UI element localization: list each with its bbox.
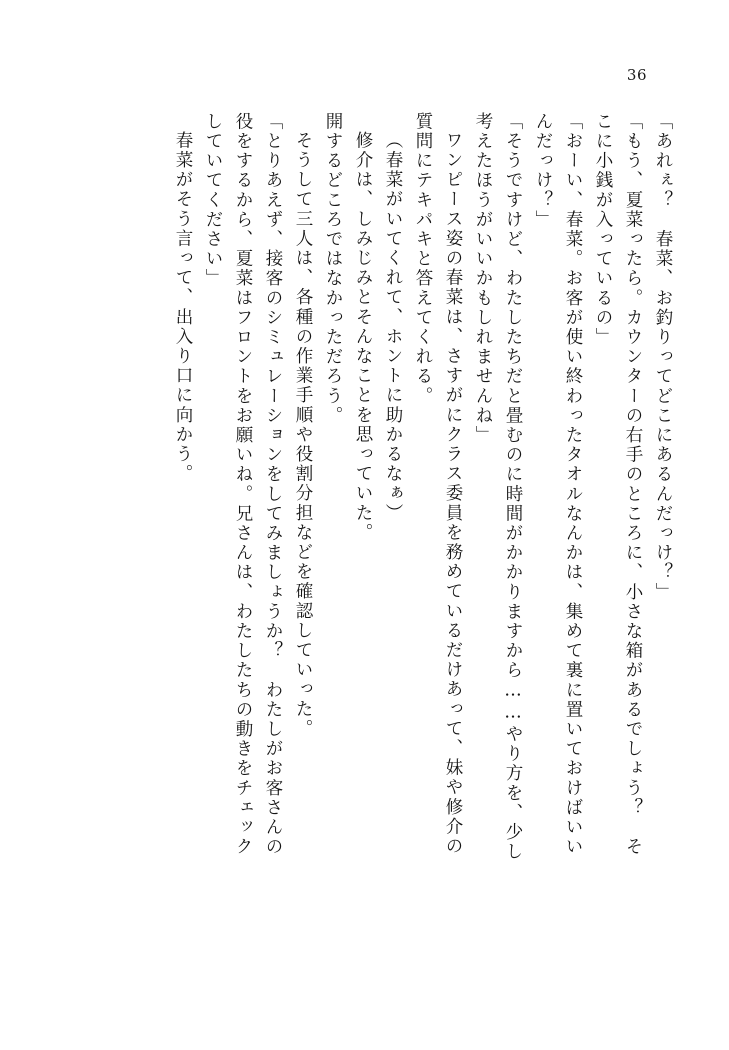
text-line: していてください」 (203, 112, 223, 289)
text-line: 考えたほうがいいかもしれませんね」 (473, 112, 493, 446)
text-line: 「もう、夏菜ったら。カウンターの右手のところに、小さな箱があるでしょう？ そ (623, 112, 643, 857)
text-line: 「そうですけど、わたしたちだと畳むのに時間がかかりますから……やり方を、少し (503, 112, 523, 862)
text-line: 役をするから、夏菜はフロントをお願いね。兄さんは、わたしたちの動きをチェック (233, 112, 253, 857)
text-line: 修介は、しみじみとそんなことを思っていた。 (353, 131, 373, 543)
text-line: んだっけ？」 (533, 112, 553, 230)
page-number: 36 (626, 66, 647, 84)
text-line: 「とりあえず、接客のシミュレーションをしてみましょうか？ わたしがお客さんの (263, 112, 283, 857)
text-line: 質問にテキパキと答えてくれる。 (413, 112, 433, 406)
text-line: ワンピース姿の春菜は、さすがにクラス委員を務めているだけあって、妹や修介の (443, 131, 463, 857)
text-line: こに小銭が入っているの」 (593, 112, 613, 348)
body-text (58, 112, 671, 1002)
text-line: 「おーい、春菜。お客が使い終わったタオルなんかは、集めて裏に置いておけばいい (563, 112, 583, 857)
text-line: そうして三人は、各種の作業手順や役割分担などを確認していった。 (293, 131, 313, 739)
text-line: 「あれぇ？ 春菜、お釣りってどこにあるんだっけ？」 (653, 112, 673, 602)
text-line: 春菜がそう言って、出入り口に向かう。 (173, 131, 193, 484)
text-line: 開するどころではなかっただろう。 (323, 112, 343, 426)
text-line: （春菜がいてくれて、ホントに助かるなぁ） (383, 131, 403, 523)
